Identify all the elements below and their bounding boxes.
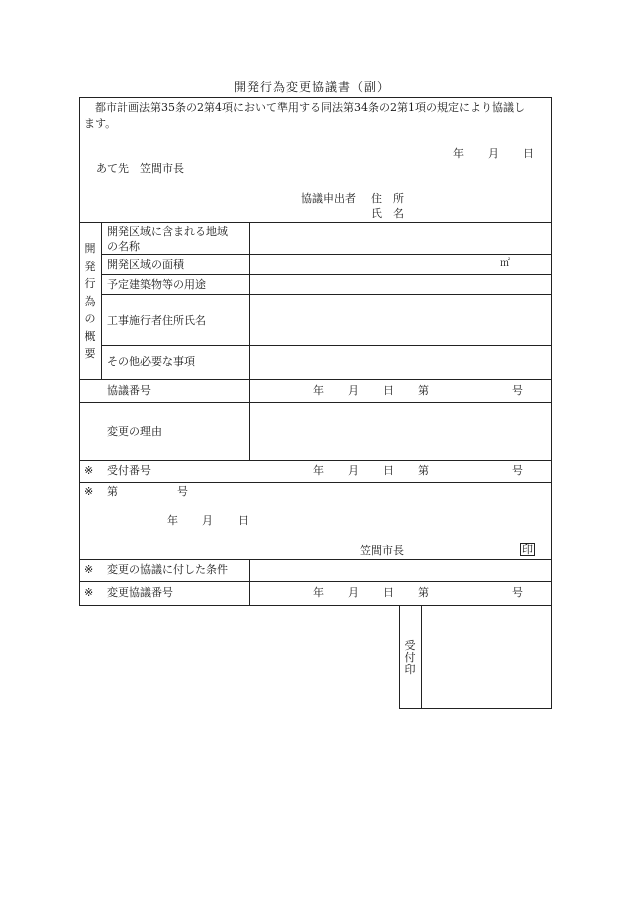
table-border-left <box>79 97 80 606</box>
consultation-dai: 第 <box>418 384 429 397</box>
rule-approval <box>79 559 552 560</box>
consultation-go: 号 <box>512 384 523 397</box>
receipt-month: 月 <box>348 464 359 477</box>
receipt-day: 日 <box>383 464 394 477</box>
approval-year: 年 <box>167 514 178 527</box>
page-title: 開発行為変更協議書（副） <box>234 80 391 94</box>
stamp-box-divider <box>421 605 422 708</box>
receipt-dai: 第 <box>418 464 429 477</box>
change-consultation-day: 日 <box>383 586 394 599</box>
stamp-box-left <box>399 605 400 708</box>
rule-label-column <box>249 222 250 460</box>
stamp-box-bottom <box>399 708 552 709</box>
conditions-label: 変更の協議に付した条件 <box>107 563 228 576</box>
change-reason-label: 変更の理由 <box>107 425 162 438</box>
rule-intro-bottom <box>79 222 552 223</box>
change-consultation-label: 変更協議番号 <box>107 586 173 599</box>
rule-side-label <box>101 222 102 379</box>
consultation-day: 日 <box>383 384 394 397</box>
intro-text-line1: 都市計画法第35条の2第4項において準用する同法第34条の2第1項の規定により協議し <box>95 101 525 114</box>
rule-conditions <box>79 581 552 582</box>
date-year-label: 年 <box>453 147 464 160</box>
address-label: 住 所 <box>371 192 404 205</box>
conditions-mark: ※ <box>84 563 94 576</box>
approval-mark: ※ <box>84 485 94 498</box>
consultation-month: 月 <box>348 384 359 397</box>
receipt-stamp-label: 受 付 印 <box>404 639 416 676</box>
rule-area-size <box>101 274 552 275</box>
area-names-label-line1: 開発区域に含まれる地域 <box>107 225 228 238</box>
rule-change-reason <box>79 460 552 461</box>
name-label: 氏 名 <box>371 207 404 220</box>
change-consultation-go: 号 <box>512 586 523 599</box>
approval-dai: 第 <box>107 485 118 498</box>
approval-day: 日 <box>238 514 249 527</box>
area-names-label-line2: の名称 <box>107 240 140 253</box>
change-consultation-mark: ※ <box>84 586 94 599</box>
date-month-label: 月 <box>488 147 499 160</box>
mayor-signature-label: 笠間市長 <box>360 544 404 557</box>
change-consultation-year: 年 <box>313 586 324 599</box>
other-matters-label: その他必要な事項 <box>107 355 195 368</box>
change-consultation-dai: 第 <box>418 586 429 599</box>
area-unit: ㎡ <box>500 258 510 269</box>
area-size-label: 開発区域の面積 <box>107 258 184 271</box>
consultation-number-label: 協議番号 <box>107 384 151 397</box>
intro-text-line2: ます。 <box>84 117 117 130</box>
rule-area-names <box>101 254 552 255</box>
rule-receipt-number <box>79 482 552 483</box>
stamp-box-right <box>551 605 552 708</box>
seal-mark: 印 <box>522 543 533 556</box>
rule-conditions-split <box>249 559 250 605</box>
receipt-mark: ※ <box>84 464 94 477</box>
rule-top <box>79 97 552 98</box>
table-border-right <box>551 97 552 606</box>
rule-consult-number <box>79 402 552 403</box>
date-day-label: 日 <box>523 147 534 160</box>
change-consultation-month: 月 <box>348 586 359 599</box>
consultation-year: 年 <box>313 384 324 397</box>
approval-month: 月 <box>202 514 213 527</box>
receipt-go: 号 <box>512 464 523 477</box>
receipt-year: 年 <box>313 464 324 477</box>
contractor-label: 工事施行者住所氏名 <box>107 314 206 327</box>
rule-contractor <box>101 345 552 346</box>
rule-table-bottom <box>79 605 552 606</box>
rule-overview-bottom <box>79 379 552 380</box>
building-use-label: 予定建築物等の用途 <box>107 278 206 291</box>
addressee: あて先 笠間市長 <box>96 162 184 175</box>
rule-building-use <box>101 294 552 295</box>
approval-go: 号 <box>177 485 188 498</box>
applicant-label: 協議申出者 <box>301 192 356 205</box>
receipt-number-label: 受付番号 <box>107 464 151 477</box>
overview-side-label: 開 発 行 為 の 概 要 <box>84 242 96 360</box>
